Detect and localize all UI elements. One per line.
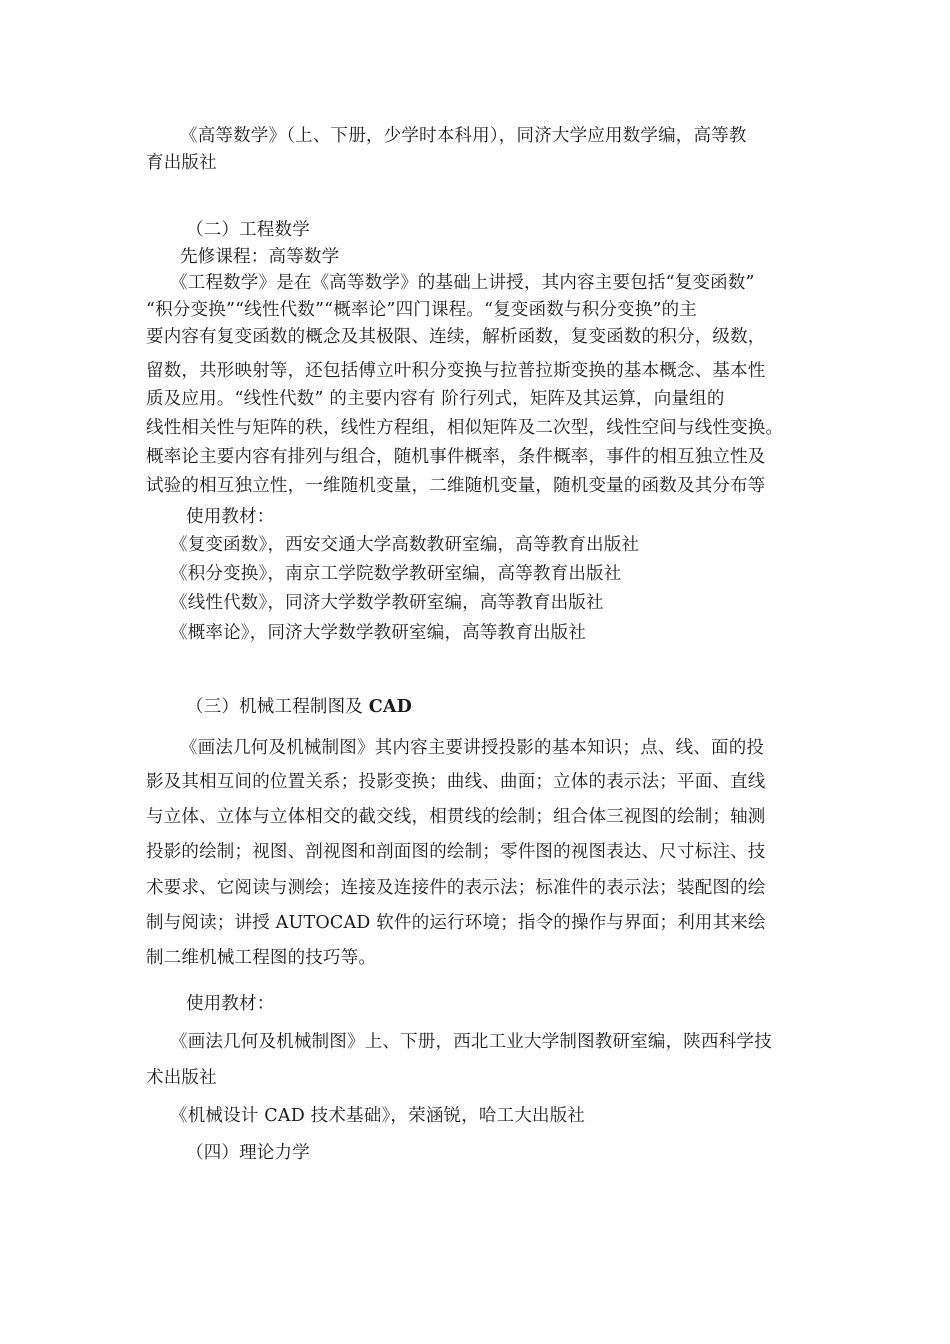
section-3-heading-cad: CAD xyxy=(368,697,413,717)
section-4-heading: （四）理论力学 xyxy=(186,1143,310,1163)
section-2-body-line: 试验的相互独立性，一维随机变量，二维随机变量，随机变量的函数及其分布等 xyxy=(146,476,766,496)
section-2-heading: （二）工程数学 xyxy=(186,220,310,240)
section-3-body-line: 制与阅读；讲授 AUTOCAD 软件的运行环境；指令的操作与界面；利用其来绘 xyxy=(146,913,766,933)
section-2-textbook: 《概率论》，同济大学数学教研室编，高等教育出版社 xyxy=(170,623,587,643)
section-3-textbook-1-line-1: 《画法几何及机械制图》上、下册，西北工业大学制图教研室编，陕西科学技 xyxy=(170,1032,772,1052)
intro-line-2: 育出版社 xyxy=(146,153,217,173)
section-2-body-line: 质及应用。“线性代数” 的主要内容有 阶行列式，矩阵及其运算，向量组的 xyxy=(146,389,725,409)
section-3-textbook-1-line-2: 术出版社 xyxy=(146,1068,217,1088)
section-3-body-line: 投影的绘制；视图、剖视图和剖面图的绘制；零件图的视图表达、尺寸标注、技 xyxy=(146,842,766,862)
section-3-textbook-label: 使用教材： xyxy=(186,994,275,1014)
section-3-heading-text: （三）机械工程制图及 xyxy=(186,697,369,717)
intro-line-1: 《高等数学》（上、下册，少学时本科用），同济大学应用数学编，高等教 xyxy=(180,126,747,146)
section-2-prereq: 先修课程：高等数学 xyxy=(180,247,340,267)
section-2-body-line: 线性相关性与矩阵的秩，线性方程组，相似矩阵及二次型，线性空间与线性变换。 xyxy=(146,418,784,438)
section-3-body-line: 影及其相互间的位置关系；投影变换；曲线、曲面；立体的表示法；平面、直线 xyxy=(146,772,766,792)
section-3-body-line: 术要求、它阅读与测绘；连接及连接件的表示法；标准件的表示法；装配图的绘 xyxy=(146,878,766,898)
section-2-body-line: 概率论主要内容有排列与组合，随机事件概率，条件概率，事件的相互独立性及 xyxy=(146,447,766,467)
section-3-body-line: 《画法几何及机械制图》其内容主要讲授投影的基本知识；点、线、面的投 xyxy=(180,738,765,758)
section-2-textbook: 《积分变换》，南京工学院数学教研室编，高等教育出版社 xyxy=(170,564,622,584)
section-3-textbook-2: 《机械设计 CAD 技术基础》，荣涵锐，哈工大出版社 xyxy=(170,1106,586,1126)
section-2-body-line: 《工程数学》是在《高等数学》的基础上讲授，其内容主要包括“复变函数” xyxy=(170,273,755,293)
section-2-textbook: 《线性代数》，同济大学数学教研室编，高等教育出版社 xyxy=(170,593,604,613)
section-3-heading xyxy=(186,693,412,718)
section-3-body-line: 制二维机械工程图的技巧等。 xyxy=(146,948,377,968)
section-2-textbook: 《复变函数》，西安交通大学高数教研室编，高等教育出版社 xyxy=(170,535,640,555)
section-2-textbook-label: 使用教材： xyxy=(186,507,275,527)
section-2-body-line: “积分变换”“线性代数”“概率论”四门课程。“复变函数与积分变换”的主 xyxy=(146,300,698,320)
section-2-body-line: 留数，共形映射等，还包括傅立叶积分变换与拉普拉斯变换的基本概念、基本性 xyxy=(146,361,766,381)
section-2-body-line: 要内容有复变函数的概念及其极限、连续，解析函数，复变函数的积分，级数， xyxy=(146,327,766,347)
section-3-body-line: 与立体、立体与立体相交的截交线，相贯线的绘制；组合体三视图的绘制；轴测 xyxy=(146,807,766,827)
